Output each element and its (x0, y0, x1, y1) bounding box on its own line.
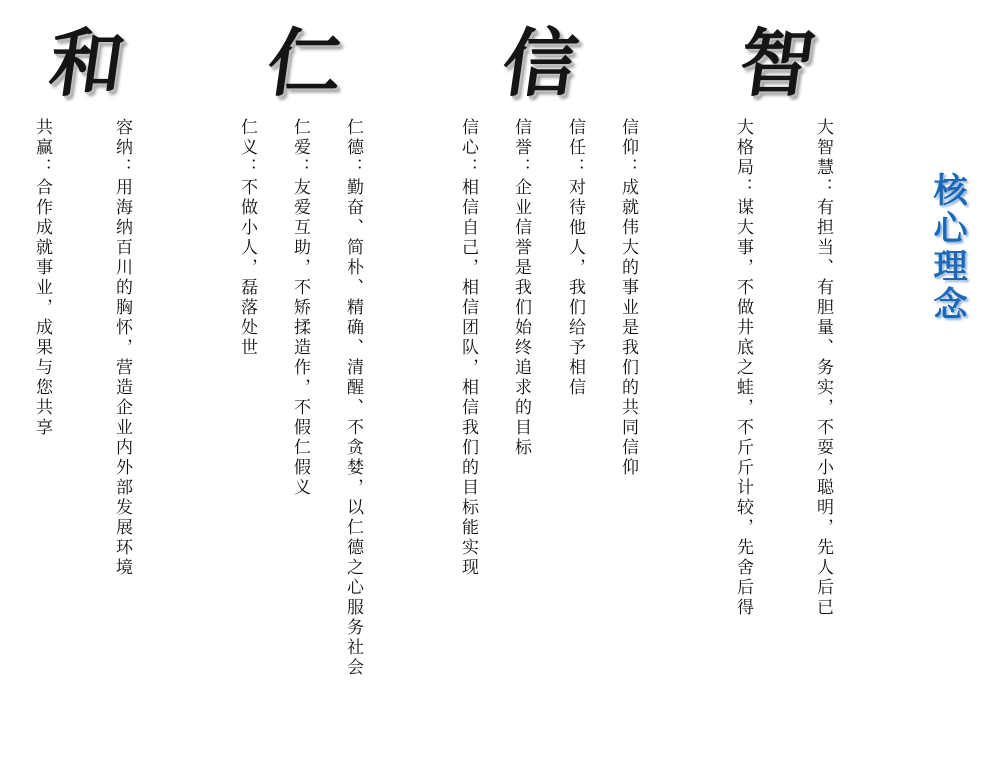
heading-xin: 信 (496, 21, 584, 107)
item-label: 共赢： (32, 118, 52, 178)
item-label: 大格局： (733, 118, 753, 198)
item-label: 容纳： (112, 118, 132, 178)
heading-ren: 仁 (261, 21, 349, 107)
ren-item-virtue (341, 118, 365, 678)
item-label: 信心： (458, 118, 478, 178)
core-philosophy-title: 核心理念 (927, 172, 967, 324)
item-text: 对待他人，我们给予相信 (565, 178, 585, 398)
item-label: 仁爱： (290, 118, 310, 178)
item-text: 合作成就事业，成果与您共享 (32, 178, 52, 438)
item-text: 相信自己，相信团队，相信我们的目标能实现 (458, 178, 478, 578)
zhi-item-vision (731, 118, 755, 618)
he-item-win-win (30, 118, 54, 438)
ren-item-righteousness (235, 118, 259, 358)
he-item-tolerance (110, 118, 134, 578)
item-text: 企业信誉是我们始终追求的目标 (511, 178, 531, 458)
item-label: 仁义： (237, 118, 257, 178)
xin-item-reputation (509, 118, 533, 458)
heading-zhi: 智 (733, 21, 821, 107)
item-text: 不做小人，磊落处世 (237, 178, 257, 358)
item-label: 信誉： (511, 118, 531, 178)
xin-item-confidence (456, 118, 480, 578)
xin-item-belief (616, 118, 640, 478)
item-text: 用海纳百川的胸怀，营造企业内外部发展环境 (112, 178, 132, 578)
item-label: 信任： (565, 118, 585, 178)
item-text: 成就伟大的事业是我们的共同信仰 (618, 178, 638, 478)
item-text: 有担当、有胆量、务实，不耍小聪明，先人后已 (813, 198, 833, 618)
item-label: 仁德： (343, 118, 363, 178)
item-label: 大智慧： (813, 118, 833, 198)
xin-item-trust (563, 118, 587, 398)
item-text: 谋大事，不做井底之蛙，不斤斤计较，先舍后得 (733, 198, 753, 618)
ren-item-love (288, 118, 312, 498)
item-text: 友爱互助，不矫揉造作，不假仁假义 (290, 178, 310, 498)
item-text: 勤奋、简朴、精确、清醒、不贪婪，以仁德之心服务社会 (343, 178, 363, 678)
item-label: 信仰： (618, 118, 638, 178)
zhi-item-wisdom (811, 118, 835, 618)
heading-he: 和 (43, 21, 131, 107)
